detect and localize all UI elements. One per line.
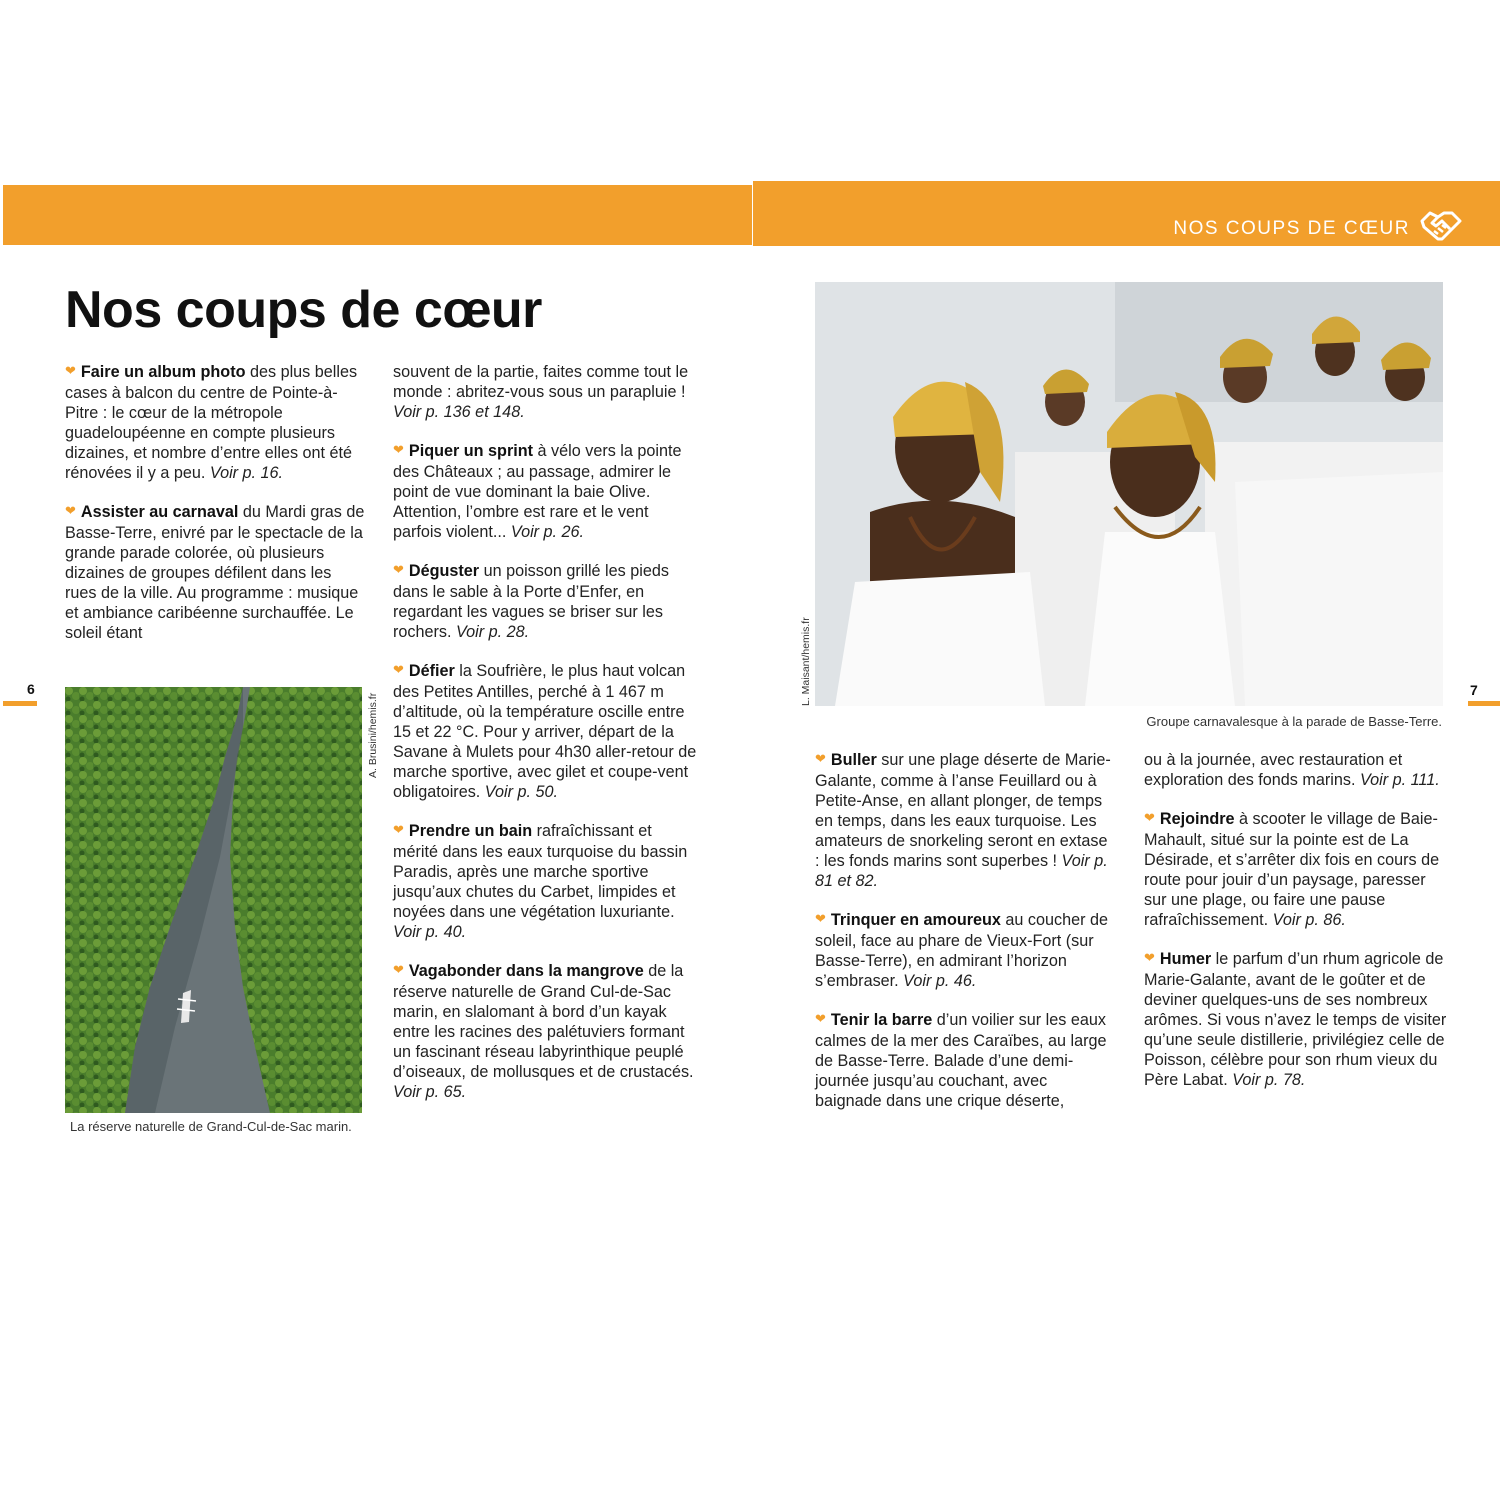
heart-icon: ❤ xyxy=(65,363,76,378)
page-title: Nos coups de cœur xyxy=(65,281,542,339)
list-item: ❤ Faire un album photo des plus belles cases à balcon du centre de Pointe-à-Pitre : le cœur de la métropole guadeloupéenne en compte plusieurs dizaines, et nombre d’entre elles ont été rénovées il y a peu. Voir p. 16. xyxy=(65,363,358,482)
list-item: ❤ Piquer un sprint à vélo vers la pointe des Châteaux ; au passage, admirer le point de vue dominant la baie Olive. Attention, l’ombre est rare et le vent parfois violent... Voir p. 26. xyxy=(393,442,682,541)
heart-icon: ❤ xyxy=(393,962,404,977)
carnival-image xyxy=(815,282,1443,706)
list-item: ❤ Défier la Soufrière, le plus haut volcan des Petites Antilles, perché à 1 467 m d’altitude, où la température oscille entre 15 et 22 °C. Pour y arriver, départ de la Savane à Mulets pour 4h30 aller-retour de marche sportive, avec gilet et coupe-vent obligatoires. Voir p. 50. xyxy=(393,662,697,801)
page-marker-left xyxy=(3,701,37,706)
column-1 xyxy=(65,362,365,662)
photo-caption: La réserve naturelle de Grand-Cul-de-Sac marin. xyxy=(70,1119,352,1134)
column-2 xyxy=(393,362,698,1121)
photo-credit: A. Brusini/hemis.fr xyxy=(367,692,379,778)
list-item: ❤ Buller sur une plage déserte de Marie-Galante, comme à l’anse Feuillard ou à Petite-Anse, en allant plonger, de temps en temps, dans les eaux turquoise. Les amateurs de snorkeling seront en extase : les fonds marins sont superbes ! Voir p. 81 et 82. xyxy=(815,751,1111,890)
list-item: ❤ Trinquer en amoureux au coucher de soleil, face au phare de Vieux-Fort (sur Basse-Terre), en admirant l’horizon s’embraser. Voir p. 46. xyxy=(815,911,1109,990)
mangrove-photo xyxy=(65,687,362,1113)
list-item: ❤ Humer le parfum d’un rhum agricole de Marie-Galante, avant de le goûter et de deviner quelques-uns de ses nombreux arômes. Si vous n’avez le temps de visiter qu’une seule distillerie, privilégiez celle de Poisson, célèbre pour son rhum vieux du Père Labat. Voir p. 78. xyxy=(1144,950,1447,1089)
mangrove-image xyxy=(65,687,362,1113)
header-band-right xyxy=(753,181,1500,246)
list-item: ❤ Assister au carnaval du Mardi gras de Basse-Terre, enivré par le spectacle de la grande parade colorée, où plusieurs dizaines de groupes défilent dans les rues de la ville. Au programme : musique et ambiance caribéenne surchauffée. Le soleil étant xyxy=(65,503,365,642)
heart-icon: ❤ xyxy=(393,442,404,457)
list-item: ❤ Déguster un poisson grillé les pieds dans le sable à la Porte d’Enfer, en regardant les vagues se briser sur les rochers. Voir p. 28. xyxy=(393,562,669,641)
heart-icon: ❤ xyxy=(815,1011,826,1026)
carnival-photo xyxy=(815,282,1443,706)
list-item: ❤ Tenir la barre d’un voilier sur les eaux calmes de la mer des Caraïbes, au large de Basse-Terre. Balade d’une demi-journée jusqu’au couchant, avec baignade dans une crique déserte, xyxy=(815,1011,1107,1110)
column-3 xyxy=(815,750,1115,1130)
page-number-right: 7 xyxy=(1470,682,1478,698)
list-item: ❤ Prendre un bain rafraîchissant et mérité dans les eaux turquoise du bassin Paradis, après une marche sportive jusqu’aux chutes du Carbet, limpides et noyées dans une végétation luxuriante. Voir p. 40. xyxy=(393,822,688,941)
list-item: ❤ Vagabonder dans la mangrove de la réserve naturelle de Grand Cul-de-Sac marin, en slalomant à bord d’un kayak entre les racines des palétuviers formant un fascinant réseau labyrinthique peuplé d’oiseaux, de mollusques et de crustacés. Voir p. 65. xyxy=(393,962,694,1101)
list-item-continued: souvent de la partie, faites comme tout le monde : abritez-vous sous un parapluie ! Voir p. 136 et 148. xyxy=(393,363,689,421)
heart-icon: ❤ xyxy=(815,911,826,926)
handshake-icon xyxy=(1420,209,1462,243)
header-band-left xyxy=(3,185,752,245)
photo-caption: Groupe carnavalesque à la parade de Basse-Terre. xyxy=(1146,714,1442,729)
list-item-continued: ou à la journée, avec restauration et exploration des fonds marins. Voir p. 111. xyxy=(1144,751,1440,789)
heart-icon: ❤ xyxy=(393,822,404,837)
column-4 xyxy=(1144,750,1449,1109)
page-marker-right xyxy=(1468,701,1500,706)
heart-icon: ❤ xyxy=(815,751,826,766)
list-item: ❤ Rejoindre à scooter le village de Baie-Mahault, situé sur la pointe est de La Désirade, et s’arrêter dix fois en cours de route pour jouir d’un paysage, paresser sur une plage, ou faire une pause rafraîchissement. Voir p. 86. xyxy=(1144,810,1440,929)
photo-credit: L. Maisant/hemis.fr xyxy=(800,617,812,706)
heart-icon: ❤ xyxy=(1144,950,1155,965)
heart-icon: ❤ xyxy=(393,662,404,677)
heart-icon: ❤ xyxy=(65,503,76,518)
page-number-left: 6 xyxy=(27,681,35,697)
heart-icon: ❤ xyxy=(393,562,404,577)
heart-icon: ❤ xyxy=(1144,810,1155,825)
section-title: NOS COUPS DE CŒUR xyxy=(1173,218,1410,239)
